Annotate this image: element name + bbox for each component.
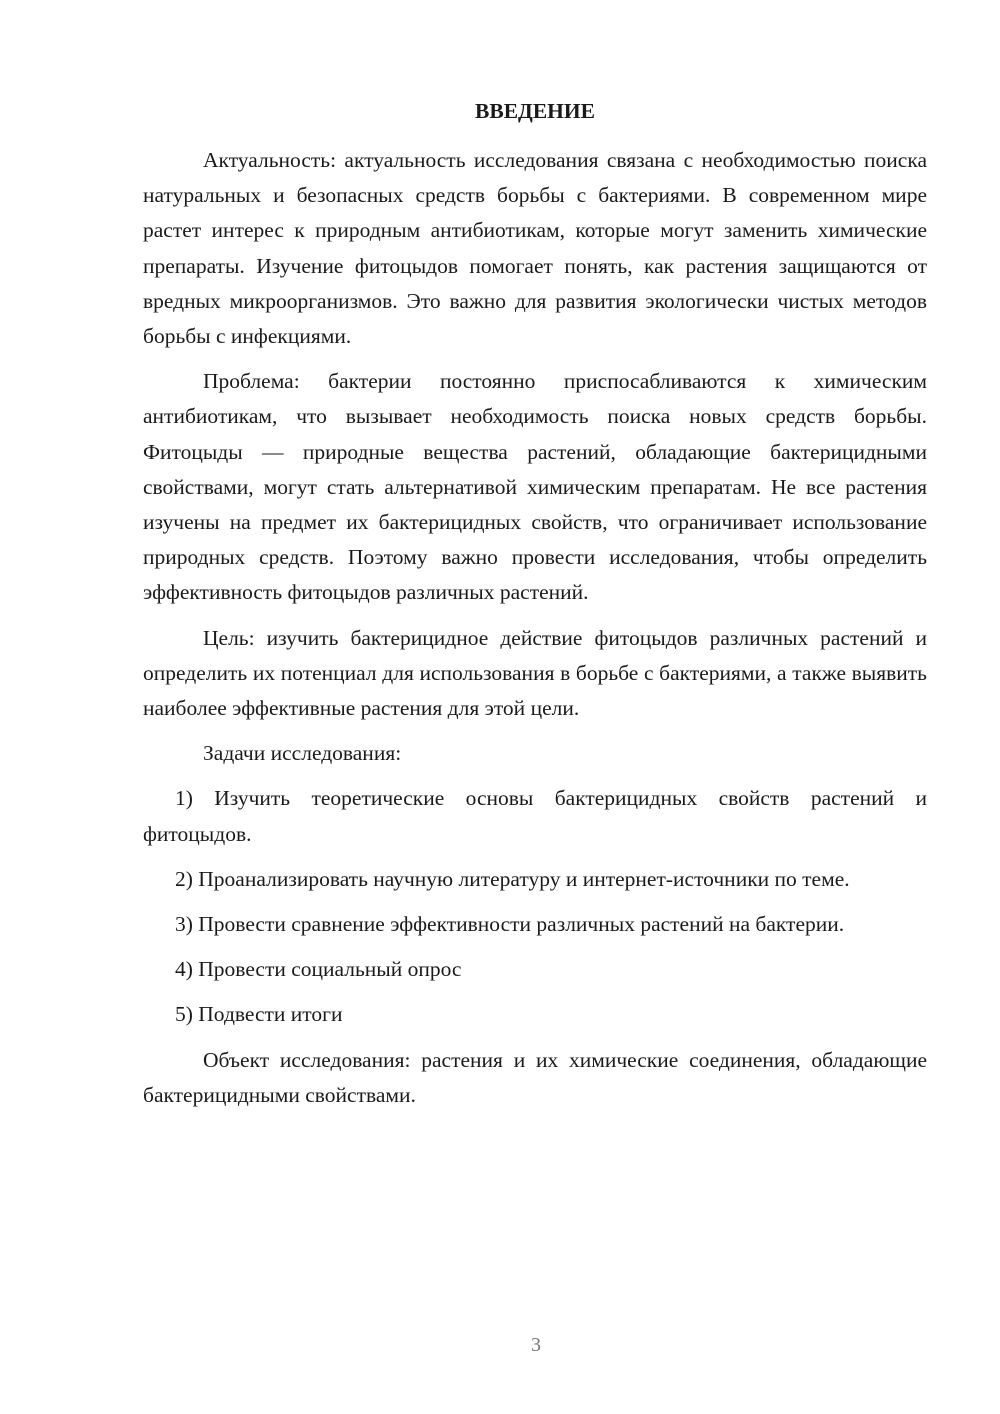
section-title: ВВЕДЕНИЕ [475, 99, 595, 123]
problem-paragraph: Проблема: бактерии постоянно приспосабливаются к химическим антибиотикам, что вызывает необходимость поиска новых средств борьбы. Фитоцыды — природные вещества растений, обладающие бактерицидными свойствами, могут стать альтернативой химическим препаратам. Не все растения изучены на предмет их бактерицидных свойств, что ограничивает использование природных средств. Поэтому важно провести исследования, чтобы определить эффективность фитоцыдов различных растений. [143, 369, 927, 605]
task-item-4: 4) Провести социальный опрос [175, 957, 462, 982]
task-item-3: 3) Провести сравнение эффективности различных растений на бактерии. [175, 912, 845, 937]
task-item-5: 5) Подвести итоги [175, 1002, 343, 1027]
task-item-1: 1) Изучить теоретические основы бактерицидных свойств растений и фитоцыдов. [143, 786, 927, 846]
document-page [143, 94, 927, 1123]
page-number: 3 [531, 1334, 541, 1356]
relevance-paragraph: Актуальность: актуальность исследования связана с необходимостью поиска натуральных и безопасных средств борьбы с бактериями. В современном мире растет интерес к природным антибиотикам, которые могут заменить химические препараты. Изучение фитоцыдов помогает понять, как растения защищаются от вредных микроорганизмов. Это важно для развития экологически чистых методов борьбы с инфекциями. [143, 148, 927, 349]
tasks-heading: Задачи исследования: [203, 741, 402, 766]
task-item-2: 2) Проанализировать научную литературу и интернет-источники по теме. [175, 866, 850, 891]
goal-paragraph: Цель: изучить бактерицидное действие фитоцыдов различных растений и определить их потенциал для использования в борьбе с бактериями, а также выявить наиболее эффективные растения для этой цели. [143, 625, 927, 721]
object-paragraph: Объект исследования: растения и их химические соединения, обладающие бактерицидными свойствами. [143, 1047, 927, 1107]
